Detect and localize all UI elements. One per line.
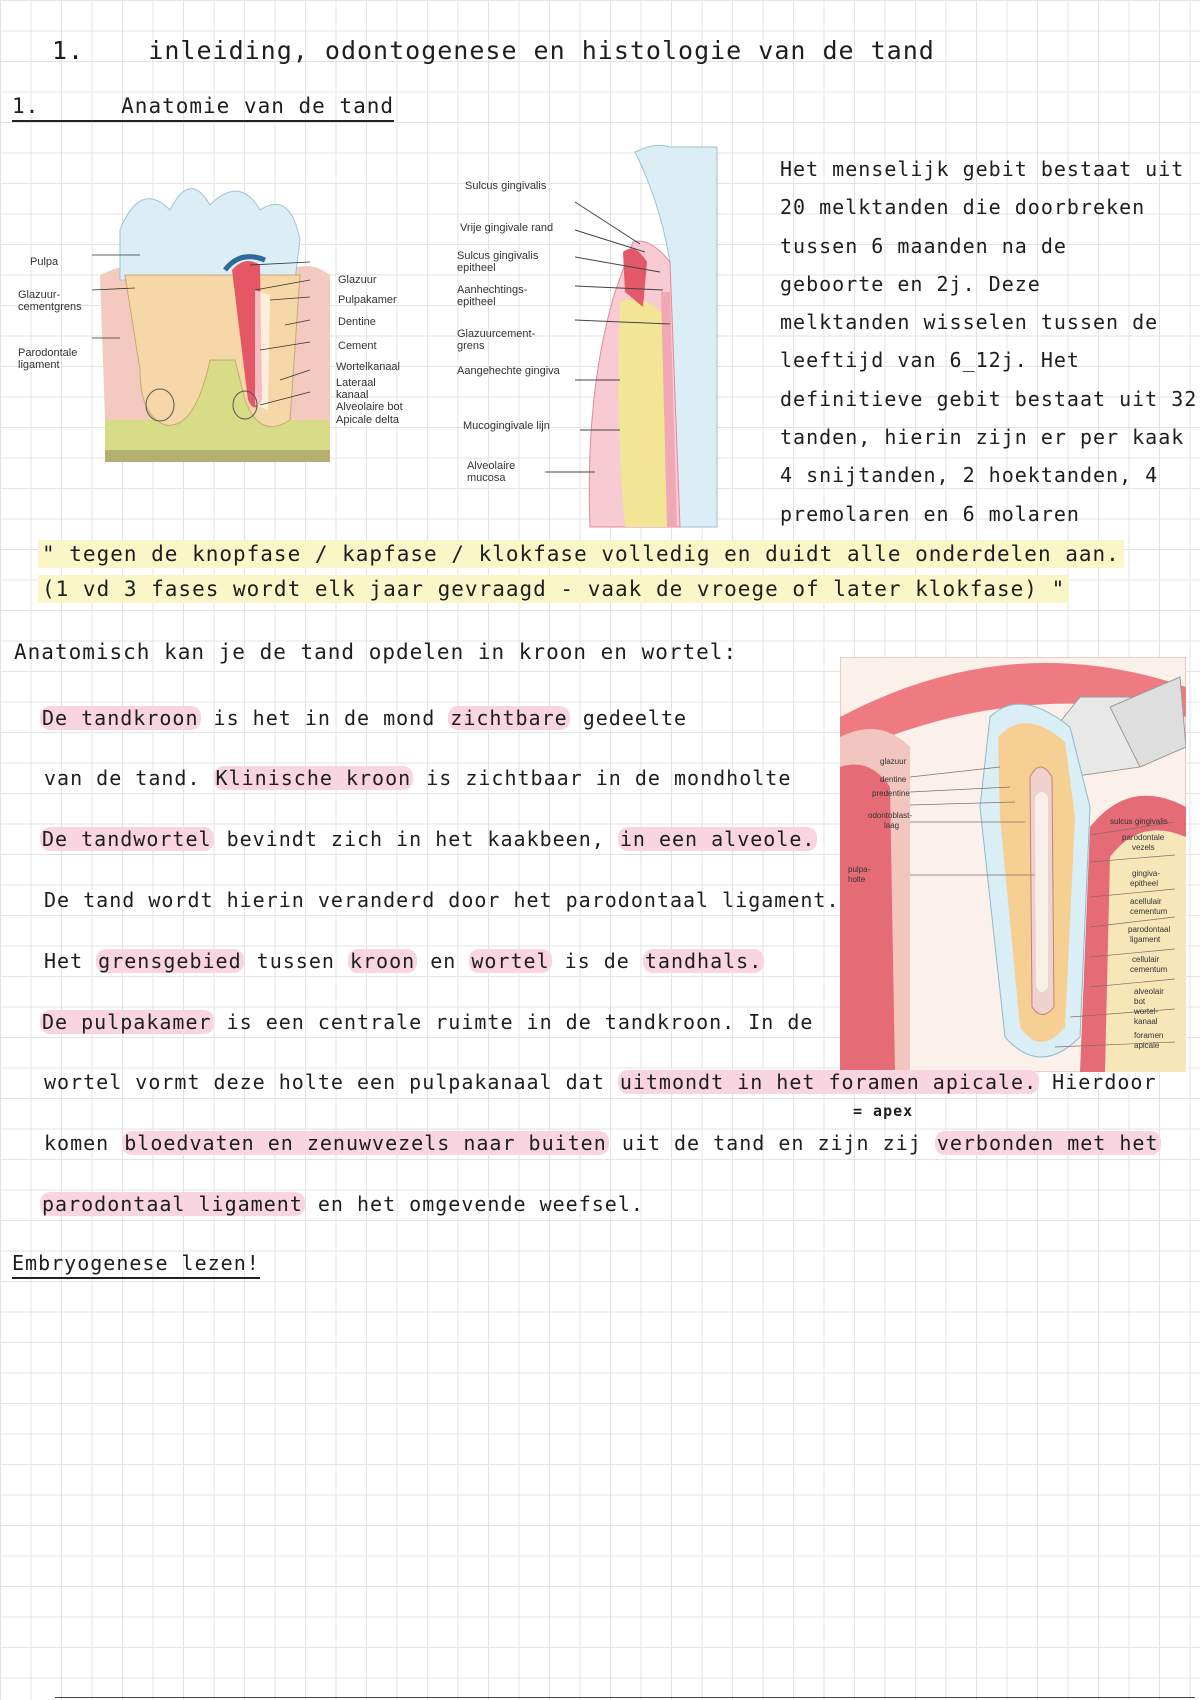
intro-line: melktanden wisselen tussen de — [780, 310, 1159, 335]
figure3-label: vezels — [1132, 843, 1155, 852]
section-heading — [12, 94, 394, 118]
anatomy-intro: Anatomisch kan je de tand opdelen in kroon en wortel: — [14, 640, 738, 664]
text-span: Hierdoor — [1039, 1070, 1157, 1094]
text-span: komen — [44, 1131, 123, 1155]
figure3-label: parodontale — [1122, 833, 1165, 842]
intro-line: 20 melktanden die doorbreken — [780, 195, 1146, 220]
exam-note-line2: (1 vd 3 fases wordt elk jaar gevraagd - vaak de vroege of later klokfase) " — [38, 575, 1069, 603]
highlight: in een alveole. — [619, 827, 816, 851]
intro-line: geboorte en 2j. Deze — [780, 271, 1041, 296]
page-title-text: inleiding, odontogenese en histologie van de tand — [148, 36, 935, 65]
highlight: uitmondt in het foramen apicale. — [619, 1070, 1038, 1094]
figure2-label: Mucogingivale lijn — [463, 420, 550, 432]
figure3-label: alveolair — [1134, 987, 1164, 996]
figure1-label: Alveolaire bot — [336, 401, 403, 413]
text-span: wortel vormt deze holte een pulpakanaal dat — [44, 1070, 618, 1094]
figure3-label: sulcus gingivalis — [1110, 817, 1168, 826]
figure1-label: ligament — [18, 359, 60, 371]
intro-line: 4 snijtanden, 2 hoektanden, 4 — [780, 463, 1159, 488]
highlight: bloedvaten en zenuwvezels naar buiten — [124, 1131, 607, 1155]
text-span: De tand wordt hierin veranderd door het parodontaal ligament. — [44, 888, 840, 912]
figure1-label: Wortelkanaal — [336, 361, 400, 373]
text-span: bevindt zich in het kaakbeen, — [213, 827, 618, 851]
anatomy-line-7 — [44, 1070, 1157, 1094]
figure2-label: mucosa — [467, 472, 506, 484]
section-text: Anatomie van de tand — [121, 94, 395, 118]
intro-line: Het menselijk gebit bestaat uit — [780, 157, 1185, 181]
figure2-label: Vrije gingivale rand — [460, 222, 554, 234]
figure3-label: predentine — [872, 789, 910, 798]
intro-line: tussen 6 maanden na de — [780, 233, 1067, 258]
anatomy-line-2 — [44, 766, 791, 790]
figure3-label: pulpa- — [848, 865, 871, 874]
text-span: uit de tand en zijn zij — [608, 1131, 935, 1155]
intro-line: definitieve gebit bestaat uit 32 — [780, 386, 1198, 411]
figure3-label: glazuur — [880, 757, 907, 766]
figure3-label: acellulair — [1130, 897, 1162, 906]
figure3-label: odontoblast- — [868, 811, 913, 820]
text-span: is de — [551, 949, 643, 973]
figure1-label: Pulpa — [30, 256, 59, 268]
anatomy-line-8 — [44, 1131, 1161, 1155]
text-span: is een centrale ruimte in de tandkroon. In de — [213, 1010, 814, 1034]
figure3-label: laag — [884, 821, 900, 830]
figure2-label: Alveolaire — [467, 460, 516, 472]
figure1-label: Cement — [338, 340, 377, 352]
figure1-label: Lateraal — [336, 377, 376, 389]
figure3-label: wortel- — [1134, 1007, 1159, 1016]
figure3-label: bot — [1134, 997, 1146, 1006]
anatomy-line-1 — [40, 706, 687, 730]
figure2-label: Sulcus gingivalis — [465, 180, 547, 192]
highlight: De pulpakamer — [42, 1010, 212, 1034]
figure3-label: epitheel — [1130, 879, 1159, 888]
figure1-label: Pulpakamer — [338, 294, 397, 306]
figure3-label: apicale — [1134, 1041, 1160, 1050]
highlight: parodontaal ligament — [42, 1192, 303, 1216]
figure3-label: dentine — [880, 775, 907, 784]
figure3-label: cellulair — [1132, 955, 1160, 964]
figure1-label: Apicale delta — [336, 414, 399, 426]
figure-incisor-section — [840, 657, 1186, 1072]
figure3-label: cementum — [1130, 907, 1168, 916]
intro-paragraph — [780, 150, 1197, 533]
intro-line: leeftijd van 6_12j. Het — [780, 348, 1080, 373]
figure2-label: Aanhechtings- — [457, 284, 528, 296]
figure2-label: grens — [457, 340, 485, 352]
figure1-label: Parodontale — [18, 347, 78, 359]
text-span: van de tand. — [44, 766, 214, 790]
anatomy-line-6 — [40, 1010, 813, 1034]
figure3-label: holte — [848, 875, 866, 884]
intro-line: premolaren en 6 molaren — [780, 501, 1080, 526]
figure-gingiva-detail — [455, 142, 770, 532]
highlight: De tandwortel — [42, 827, 212, 851]
figure3-label: cementum — [1130, 965, 1168, 974]
text-span: gedeelte — [569, 706, 688, 730]
figure3-label: kanaal — [1134, 1017, 1158, 1026]
figure3-label: gingiva- — [1132, 869, 1161, 878]
figure1-label: Dentine — [338, 316, 376, 328]
highlight: kroon — [349, 949, 416, 973]
figure2-label: epitheel — [457, 262, 496, 274]
figure2-label: Aangehechte gingiva — [457, 365, 560, 377]
anatomy-line-4 — [44, 888, 840, 912]
page-title-number: 1. — [52, 36, 85, 65]
figure2-label: Glazuurcement- — [457, 328, 536, 340]
text-span: is het in de mond — [200, 706, 449, 730]
anatomy-line-5 — [44, 949, 764, 973]
text-span: is zichtbaar in de mondholte — [413, 766, 792, 790]
highlight: wortel — [471, 949, 550, 973]
exam-note-line1: " tegen de knopfase / kapfase / klokfase volledig en duidt alle onderdelen aan. — [38, 540, 1124, 568]
anatomy-line-9 — [40, 1192, 644, 1216]
figure-molar-section — [0, 170, 450, 470]
anatomy-line-3 — [40, 827, 817, 851]
embryogenese-text: Embryogenese lezen! — [12, 1251, 260, 1279]
bottom-divider — [55, 1697, 1195, 1698]
text-span: en — [417, 949, 470, 973]
intro-line: tanden, hierin zijn er per kaak — [780, 425, 1185, 450]
figure1-label: cementgrens — [18, 301, 82, 313]
figure1-label: Glazuur — [338, 274, 377, 286]
figure2-label: epitheel — [457, 296, 496, 308]
highlight: grensgebied — [98, 949, 242, 973]
figure1-label: Glazuur- — [18, 289, 61, 301]
page-title — [52, 36, 935, 65]
text-span: Het — [44, 949, 97, 973]
highlight: Klinische kroon — [215, 766, 412, 790]
figure2-label: Sulcus gingivalis — [457, 250, 539, 262]
section-number: 1. — [12, 94, 40, 118]
figure3-label: foramen — [1134, 1031, 1164, 1040]
highlight: De tandkroon — [42, 706, 199, 730]
highlight: verbonden met het — [936, 1131, 1159, 1155]
text-span: en het omgevende weefsel. — [304, 1192, 644, 1216]
figure1-label: kanaal — [336, 389, 369, 401]
figure3-label: ligament — [1130, 935, 1161, 944]
highlight: zichtbare — [450, 706, 568, 730]
highlight: tandhals. — [644, 949, 763, 973]
embryogenese-note — [12, 1251, 260, 1275]
figure3-label: parodontaal — [1128, 925, 1171, 934]
apex-annotation: = apex — [853, 1102, 914, 1120]
text-span: tussen — [243, 949, 348, 973]
